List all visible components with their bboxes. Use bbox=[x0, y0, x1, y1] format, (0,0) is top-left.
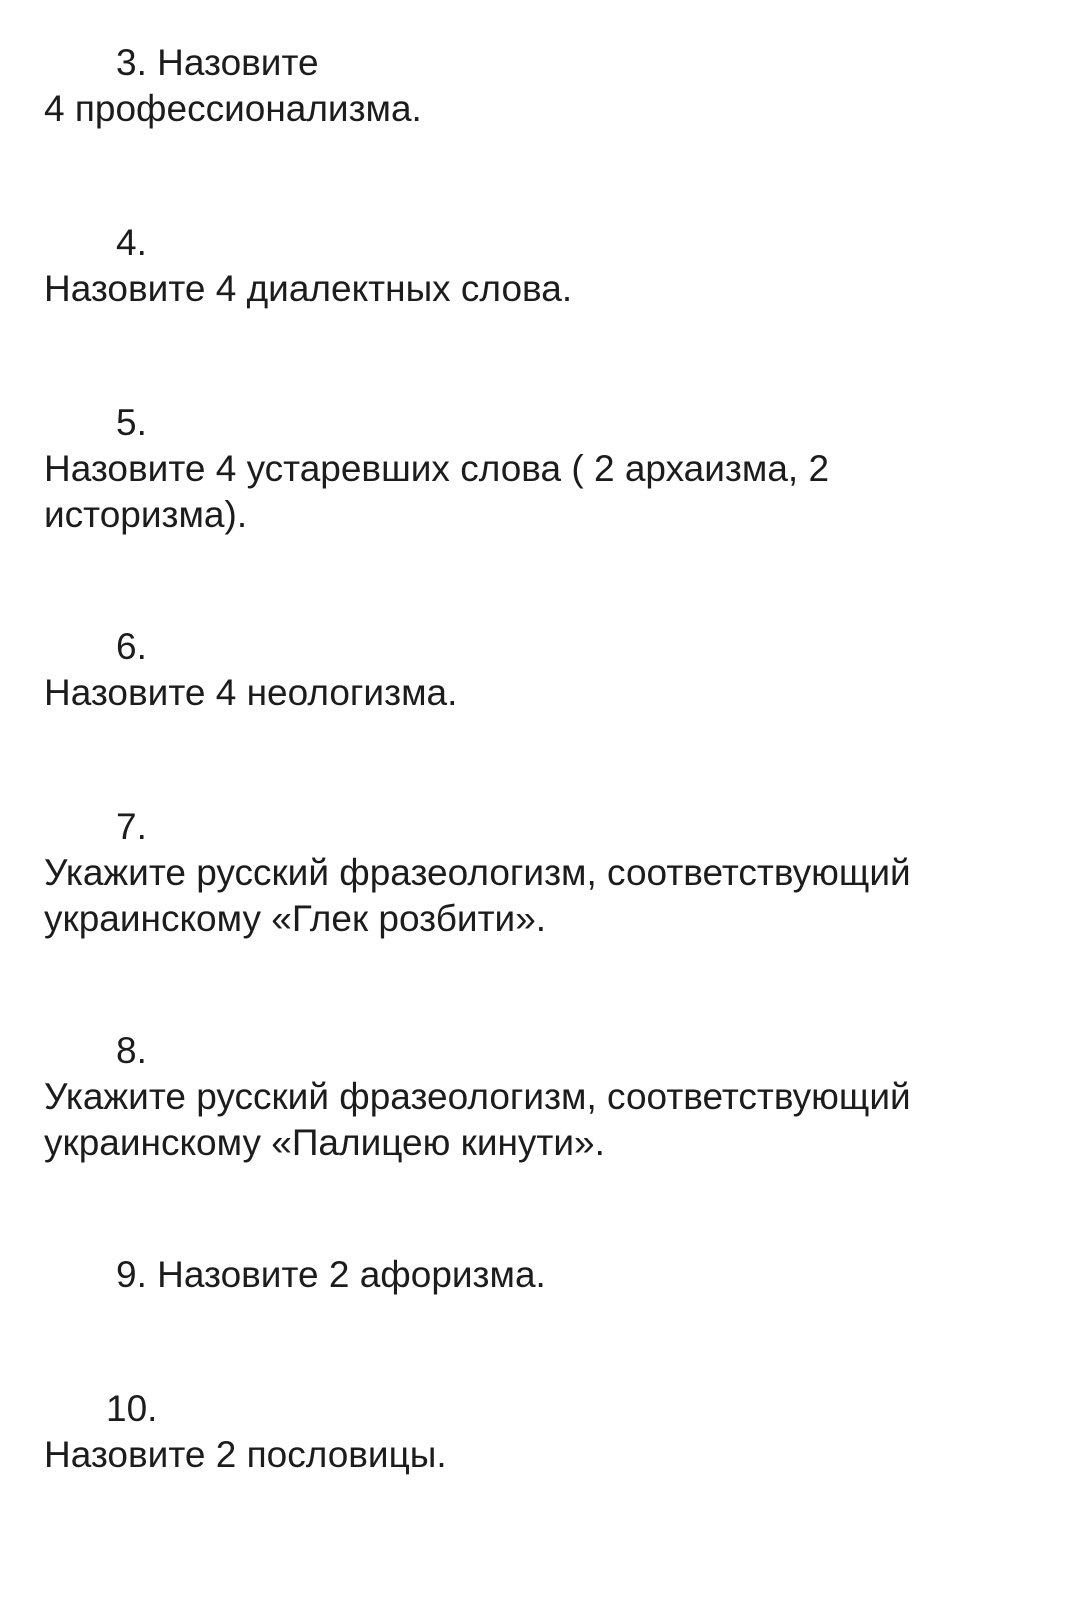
question-7 bbox=[44, 804, 1044, 942]
question-3 bbox=[44, 40, 1044, 132]
question-6-text: Назовите 4 неологизма. bbox=[44, 672, 458, 713]
question-7-line-1: Укажите русский фразеологизм, соответствующий bbox=[44, 852, 911, 893]
question-3-heading bbox=[44, 40, 1044, 86]
question-3-text: 4 профессионализма. bbox=[44, 88, 422, 129]
question-5-line-1: Назовите 4 устаревших слова ( 2 архаизма, 2 bbox=[44, 448, 830, 489]
question-4 bbox=[44, 220, 1044, 312]
question-9-lead: Назовите 2 афоризма. bbox=[157, 1254, 546, 1295]
question-3-number: 3. bbox=[116, 42, 147, 83]
question-9 bbox=[44, 1252, 1044, 1298]
question-8-line-1: Укажите русский фразеологизм, соответствующий bbox=[44, 1076, 911, 1117]
question-5 bbox=[44, 400, 1044, 538]
question-7-number: 7. bbox=[116, 806, 147, 847]
question-10-text: Назовите 2 пословицы. bbox=[44, 1434, 447, 1475]
question-10-number: 10. bbox=[106, 1388, 158, 1429]
question-6 bbox=[44, 624, 1044, 716]
question-3-lead: Назовите bbox=[157, 42, 319, 83]
question-6-number: 6. bbox=[116, 626, 147, 667]
question-10 bbox=[44, 1386, 1044, 1478]
question-9-number: 9. bbox=[116, 1254, 147, 1295]
question-9-heading bbox=[44, 1252, 1044, 1298]
question-7-line-2: украинскому «Глек розбити». bbox=[44, 898, 547, 939]
question-8 bbox=[44, 1028, 1044, 1166]
question-8-line-2: украинскому «Палицею кинути». bbox=[44, 1122, 605, 1163]
question-5-number: 5. bbox=[116, 402, 147, 443]
question-8-number: 8. bbox=[116, 1030, 147, 1071]
question-4-number: 4. bbox=[116, 222, 147, 263]
question-5-line-2: историзма). bbox=[44, 494, 248, 535]
question-4-text: Назовите 4 диалектных слова. bbox=[44, 268, 573, 309]
